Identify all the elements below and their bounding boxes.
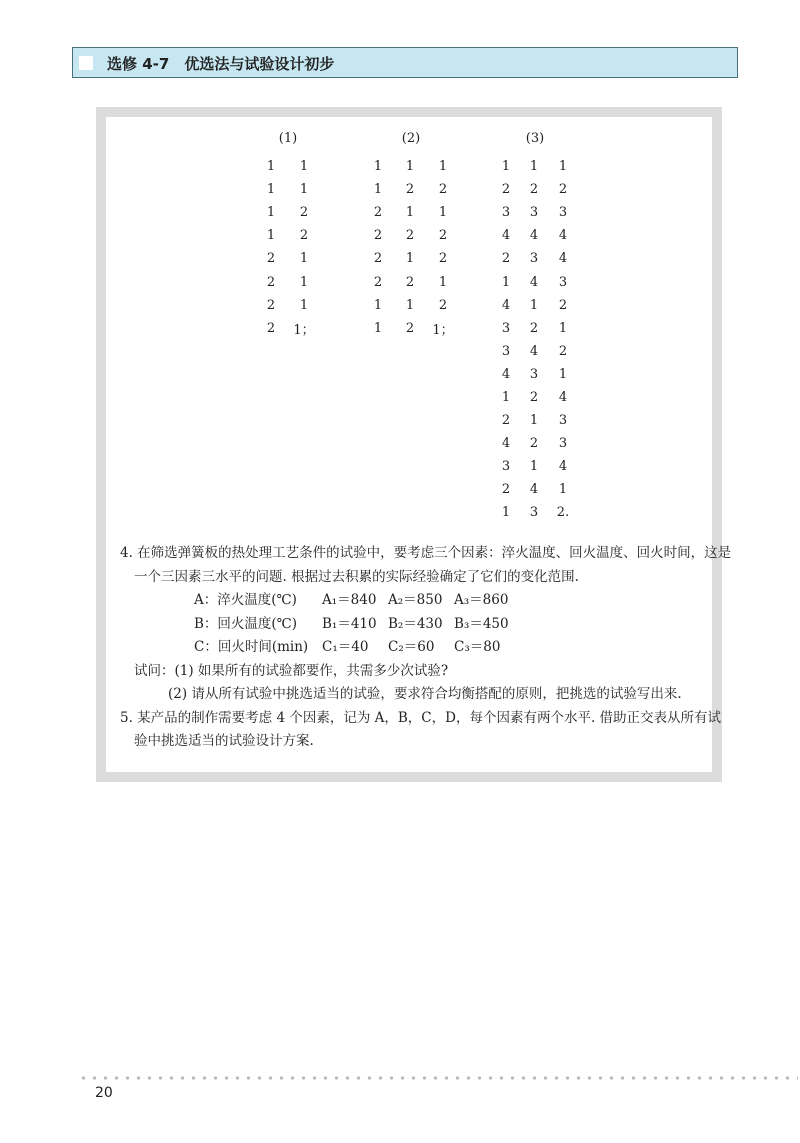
- matrix-cell: 3: [558, 274, 568, 290]
- matrix-cell: 1: [373, 182, 383, 198]
- exercise-box: [96, 107, 732, 782]
- matrix-cell: 2: [438, 228, 448, 244]
- matrix-cell: 2: [266, 251, 276, 267]
- matrix-cell: 2: [266, 320, 276, 336]
- matrix-cell: 2: [558, 182, 568, 198]
- factor-level: A₁＝840: [322, 592, 377, 608]
- matrix-row: [362, 294, 460, 317]
- matrix-row: [490, 224, 580, 247]
- matrix-row: [490, 155, 580, 178]
- matrix-cell: 1: [373, 297, 383, 313]
- matrix-cell: 1: [438, 205, 448, 221]
- matrix-row: [255, 294, 321, 317]
- matrix-cell: 1: [438, 159, 448, 175]
- matrix-cell: 1: [299, 297, 309, 313]
- matrix-row: [490, 432, 580, 455]
- matrix-cell: 4: [501, 297, 511, 313]
- matrix-cell: 3: [529, 205, 539, 221]
- matrix-cell: 1: [299, 159, 309, 175]
- factor-level: C₁＝40: [322, 639, 369, 655]
- matrix-row: [255, 201, 321, 224]
- matrix-cell: 2: [529, 389, 539, 405]
- matrix-row: [255, 247, 321, 270]
- matrix-cell: 2: [299, 205, 309, 221]
- matrix-cell: 1: [438, 274, 448, 290]
- factor-row-a: [120, 589, 710, 613]
- matrix-cell: 1；: [293, 322, 315, 338]
- matrix-rows: [255, 155, 321, 340]
- matrix-label: (3): [525, 131, 545, 146]
- matrix-row: [490, 317, 580, 340]
- matrix-row: [255, 317, 321, 340]
- factor-name: C：回火时间(min): [194, 639, 309, 655]
- factor-name: B：回火温度(℃): [194, 615, 298, 632]
- exercise-5-line-2: 验中挑选适当的试验设计方案.: [134, 733, 314, 749]
- matrix-cell: 1: [558, 366, 568, 382]
- matrix-cell: 4: [529, 274, 539, 290]
- matrix-cell: 2: [438, 251, 448, 267]
- matrix-cell: 1: [501, 159, 511, 175]
- matrix-cell: 3: [558, 205, 568, 221]
- matrix-cell: 1: [529, 159, 539, 175]
- matrix-cell: 2: [558, 297, 568, 313]
- matrix-cell: 1: [529, 297, 539, 313]
- footer-dotted-divider: [78, 1076, 798, 1080]
- matrix-cell: 4: [558, 389, 568, 405]
- matrix-cell: 1: [529, 459, 539, 475]
- matrix-row: [490, 340, 580, 363]
- matrix-cell: 2: [373, 251, 383, 267]
- matrix-cell: 4: [529, 228, 539, 244]
- matrix-row: [362, 270, 460, 293]
- matrix-row: [490, 409, 580, 432]
- exercise-4-question-2: (2) 请从所有试验中挑选适当的试验，要求符合均衡搭配的原则，把挑选的试验写出来.: [168, 686, 682, 702]
- matrix-cell: 3: [501, 459, 511, 475]
- factor-row-b: [120, 613, 710, 637]
- exercise-5-line-1: 5. 某产品的制作需要考虑 4 个因素，记为 A，B，C，D，每个因素有两个水平. 借助正交表从所有试: [120, 709, 722, 726]
- matrix-cell: 1: [266, 228, 276, 244]
- factor-row-c: [120, 636, 710, 660]
- exercise-4-question-1: 试问：(1) 如果所有的试验都要作，共需多少次试验?: [134, 662, 449, 679]
- matrix-cell: 1: [529, 413, 539, 429]
- matrix-cell: 1: [558, 482, 568, 498]
- matrix-cell: 2: [501, 182, 511, 198]
- matrix-row: [490, 270, 580, 293]
- section-header: [72, 47, 738, 78]
- matrix-row: [362, 201, 460, 224]
- factor-level: C₃＝80: [454, 639, 501, 655]
- matrix-cell: 2: [529, 182, 539, 198]
- matrix-cell: 2: [529, 436, 539, 452]
- matrix-cell: 1: [501, 389, 511, 405]
- matrix-cell: 4: [558, 459, 568, 475]
- matrix-cell: 1；: [432, 322, 454, 338]
- matrix-cell: 4: [501, 366, 511, 382]
- matrix-cell: 4: [558, 228, 568, 244]
- matrix-cell: 1: [558, 159, 568, 175]
- matrix-cell: 2: [438, 182, 448, 198]
- matrix-cell: 2: [501, 251, 511, 267]
- matrix-cell: 2: [373, 274, 383, 290]
- matrix-row: [490, 501, 580, 524]
- matrix-cell: 3: [529, 366, 539, 382]
- matrix-row: [490, 363, 580, 386]
- matrix-cell: 1: [266, 205, 276, 221]
- matrix-cell: 2: [405, 320, 415, 336]
- factor-level: C₂＝60: [388, 639, 435, 655]
- matrix-cell: 1: [558, 320, 568, 336]
- matrix-cell: 2: [558, 343, 568, 359]
- matrix-cell: 1: [266, 159, 276, 175]
- matrix-cell: 3: [558, 413, 568, 429]
- factor-level: B₁＝410: [322, 615, 377, 632]
- matrix-row: [490, 201, 580, 224]
- matrix-cell: 1: [405, 297, 415, 313]
- matrix-cell: 2: [373, 228, 383, 244]
- matrix-cell: 1: [299, 182, 309, 198]
- matrix-label: (2): [401, 131, 421, 146]
- matrix-cell: 4: [558, 251, 568, 267]
- page-number: 20: [95, 1085, 113, 1101]
- exercise-4-line-1: 4. 在筛选弹簧板的热处理工艺条件的试验中，要考虑三个因素：淬火温度、回火温度、回火时间，这是: [120, 545, 732, 561]
- factor-name: A：淬火温度(℃): [194, 592, 297, 608]
- matrix-cell: 3: [558, 436, 568, 452]
- matrix-row: [490, 247, 580, 270]
- matrix-row: [255, 270, 321, 293]
- matrix-cell: 4: [529, 482, 539, 498]
- matrix-row: [362, 155, 460, 178]
- matrix-cell: 2: [299, 228, 309, 244]
- matrix-row: [490, 178, 580, 201]
- section-title: 选修 4-7 优选法与试验设计初步: [107, 55, 335, 73]
- matrix-row: [490, 455, 580, 478]
- matrix-cell: 3: [501, 205, 511, 221]
- matrix-cell: 3: [529, 251, 539, 267]
- matrix-row: [362, 178, 460, 201]
- matrix-3: [490, 131, 580, 525]
- matrix-cell: 3: [501, 320, 511, 336]
- matrix-rows: [490, 155, 580, 525]
- matrix-label: (1): [278, 131, 298, 146]
- matrix-cell: 2: [438, 297, 448, 313]
- matrix-cell: 2: [405, 182, 415, 198]
- header-square-icon: [79, 56, 93, 70]
- matrix-cell: 1: [405, 251, 415, 267]
- matrix-cell: 2.: [556, 505, 570, 521]
- matrix-cell: 1: [299, 274, 309, 290]
- matrix-2: [362, 131, 460, 340]
- exercise-list: [120, 542, 732, 754]
- exercise-4-line-2: 一个三因素三水平的问题. 根据过去积累的实际经验确定了它们的变化范围.: [134, 568, 579, 585]
- matrix-cell: 2: [266, 274, 276, 290]
- matrix-cell: 1: [373, 320, 383, 336]
- factor-level: A₃＝860: [454, 592, 509, 608]
- matrix-cell: 4: [529, 343, 539, 359]
- exercise-box-content: [106, 117, 732, 772]
- factor-level: A₂＝850: [388, 592, 443, 608]
- matrix-cell: 2: [501, 482, 511, 498]
- matrix-cell: 2: [405, 274, 415, 290]
- matrix-row: [362, 247, 460, 270]
- matrix-cell: 2: [266, 297, 276, 313]
- factor-level: B₂＝430: [388, 615, 443, 632]
- factor-level: B₃＝450: [454, 615, 509, 632]
- matrix-cell: 1: [373, 159, 383, 175]
- matrix-cell: 4: [501, 228, 511, 244]
- matrix-row: [255, 224, 321, 247]
- matrix-cell: 1: [501, 274, 511, 290]
- matrix-row: [490, 478, 580, 501]
- matrix-cell: 4: [501, 436, 511, 452]
- matrix-cell: 1: [405, 205, 415, 221]
- matrix-cell: 1: [405, 159, 415, 175]
- matrix-row: [490, 386, 580, 409]
- matrix-cell: 1: [266, 182, 276, 198]
- matrix-row: [255, 155, 321, 178]
- matrix-row: [255, 178, 321, 201]
- matrix-row: [490, 294, 580, 317]
- matrix-cell: 3: [529, 505, 539, 521]
- matrix-cell: 2: [529, 320, 539, 336]
- matrix-cell: 2: [373, 205, 383, 221]
- matrix-cell: 3: [501, 343, 511, 359]
- matrix-cell: 2: [405, 228, 415, 244]
- matrix-row: [362, 317, 460, 340]
- matrix-rows: [362, 155, 460, 340]
- matrix-cell: 1: [299, 251, 309, 267]
- matrix-cell: 1: [501, 505, 511, 521]
- matrix-cell: 2: [501, 413, 511, 429]
- matrix-1: [255, 131, 321, 340]
- matrix-row: [362, 224, 460, 247]
